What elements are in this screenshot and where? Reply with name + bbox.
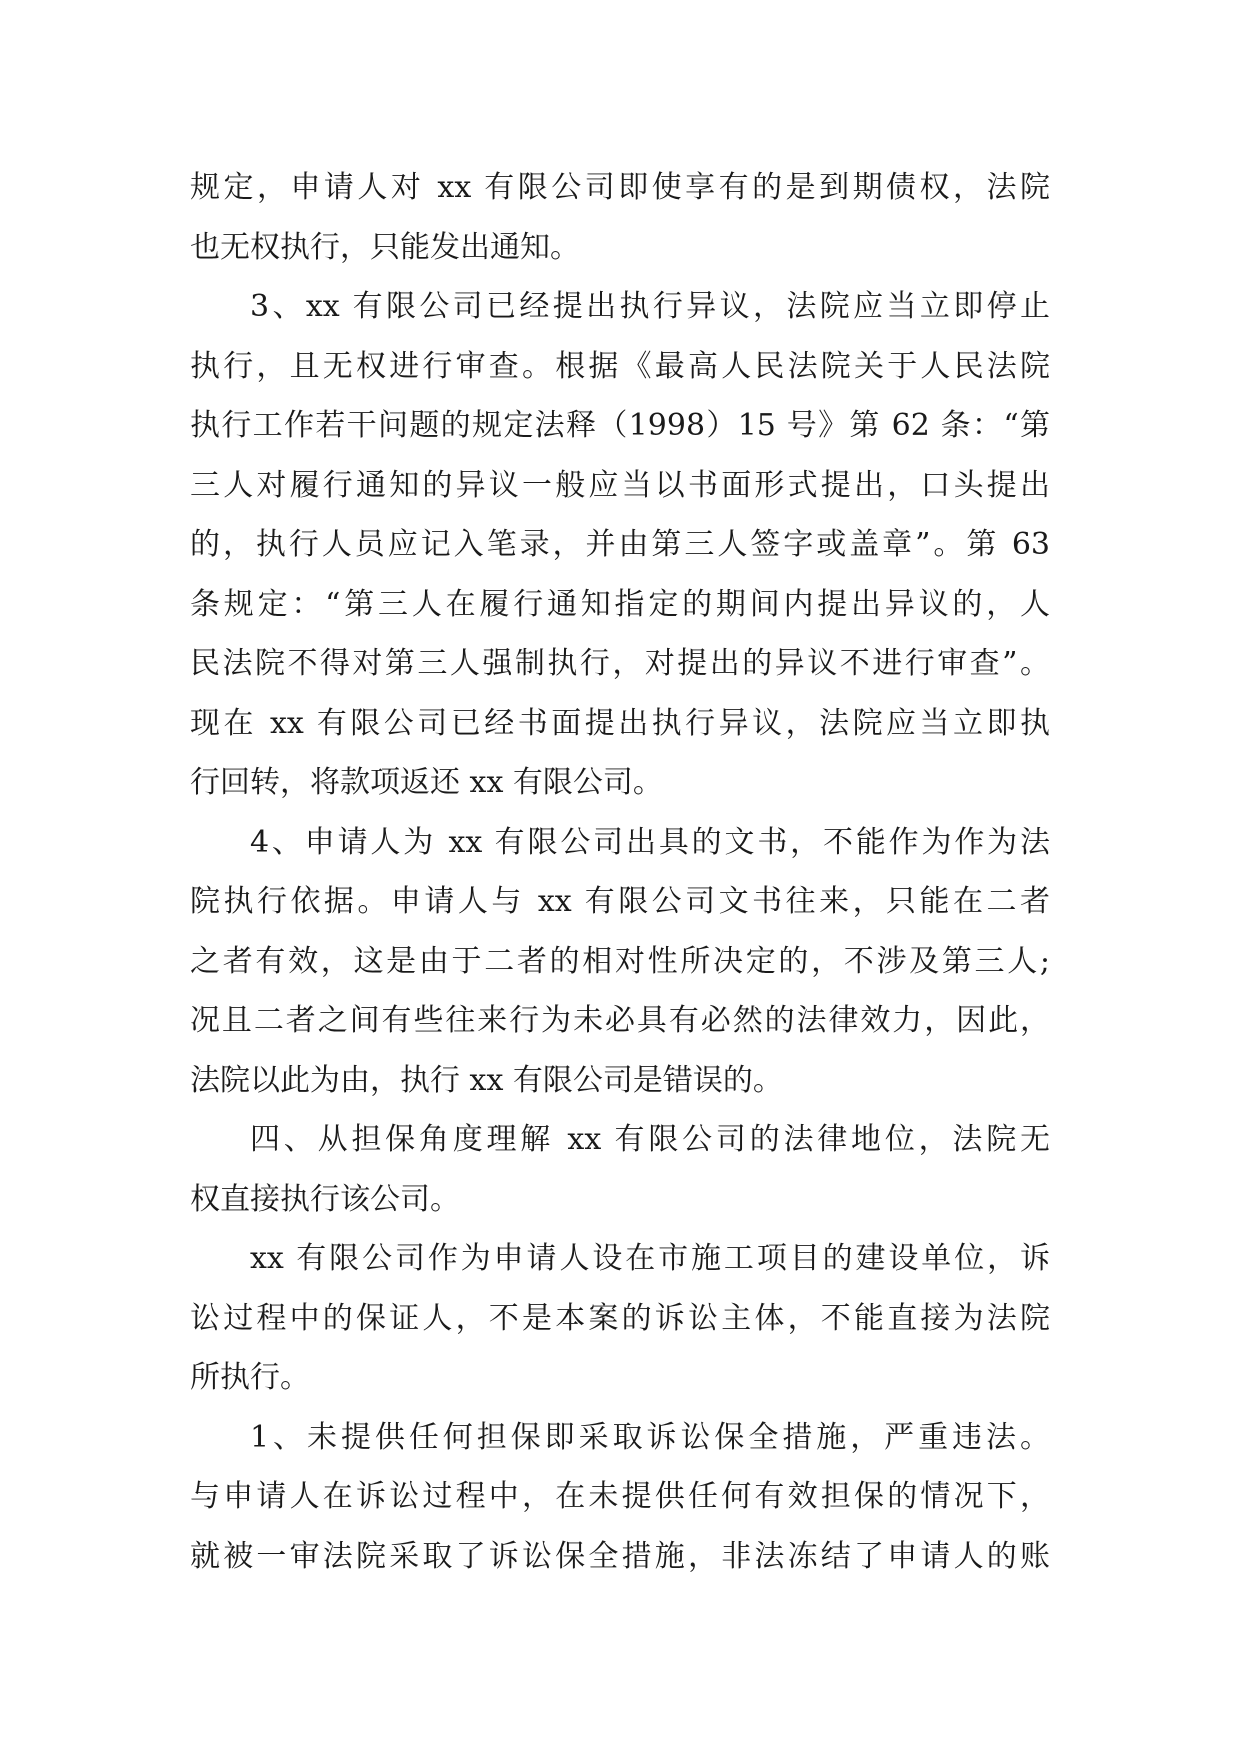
text-line: 与申请人在诉讼过程中，在未提供任何有效担保的情况下，	[190, 1479, 1050, 1514]
text-line: 所执行。	[190, 1360, 310, 1395]
text-line: 1、未提供任何担保即采取诉讼保全措施，严重违法。	[250, 1419, 1050, 1455]
document-body	[190, 158, 1050, 1586]
text-line: 条规定：“第三人在履行通知指定的期间内提出异议的，人	[190, 586, 1050, 622]
text-line: 也无权执行，只能发出通知。	[190, 229, 580, 265]
text-line: 之者有效，这是由于二者的相对性所决定的，不涉及第三人;	[190, 943, 1050, 979]
text-line: 4、申请人为 xx 有限公司出具的文书，不能作为作为法	[250, 824, 1050, 860]
text-line: 规定，申请人对 xx 有限公司即使享有的是到期债权，法院	[190, 170, 1050, 205]
text-line: 三人对履行通知的异议一般应当以书面形式提出，口头提出	[190, 467, 1050, 503]
text-line: 四、从担保角度理解 xx 有限公司的法律地位，法院无	[250, 1122, 1050, 1157]
text-line: 的，执行人员应记入笔录，并由第三人签字或盖章”。第 63	[190, 527, 1050, 562]
text-line: 权直接执行该公司。	[190, 1181, 460, 1217]
text-line: xx 有限公司作为申请人设在市施工项目的建设单位，诉	[250, 1241, 1050, 1276]
text-line: 法院以此为由，执行 xx 有限公司是错误的。	[190, 1062, 783, 1098]
text-line: 民法院不得对第三人强制执行，对提出的异议不进行审查”。	[190, 646, 1050, 681]
text-line: 3、xx 有限公司已经提出执行异议，法院应当立即停止	[250, 289, 1050, 324]
text-line: 讼过程中的保证人，不是本案的诉讼主体，不能直接为法院	[190, 1300, 1050, 1336]
text-line: 现在 xx 有限公司已经书面提出执行异议，法院应当立即执	[190, 705, 1050, 741]
text-line: 就被一审法院采取了诉讼保全措施，非法冻结了申请人的账	[190, 1538, 1050, 1574]
text-line: 行回转，将款项返还 xx 有限公司。	[190, 765, 663, 800]
text-line: 执行工作若干问题的规定法释（1998）15 号》第 62 条：“第	[190, 408, 1050, 443]
text-line: 况且二者之间有些往来行为未必具有必然的法律效力，因此，	[190, 1003, 1050, 1038]
text-line: 院执行依据。申请人与 xx 有限公司文书往来，只能在二者	[190, 884, 1050, 919]
text-line: 执行，且无权进行审查。根据《最高人民法院关于人民法院	[190, 348, 1050, 384]
